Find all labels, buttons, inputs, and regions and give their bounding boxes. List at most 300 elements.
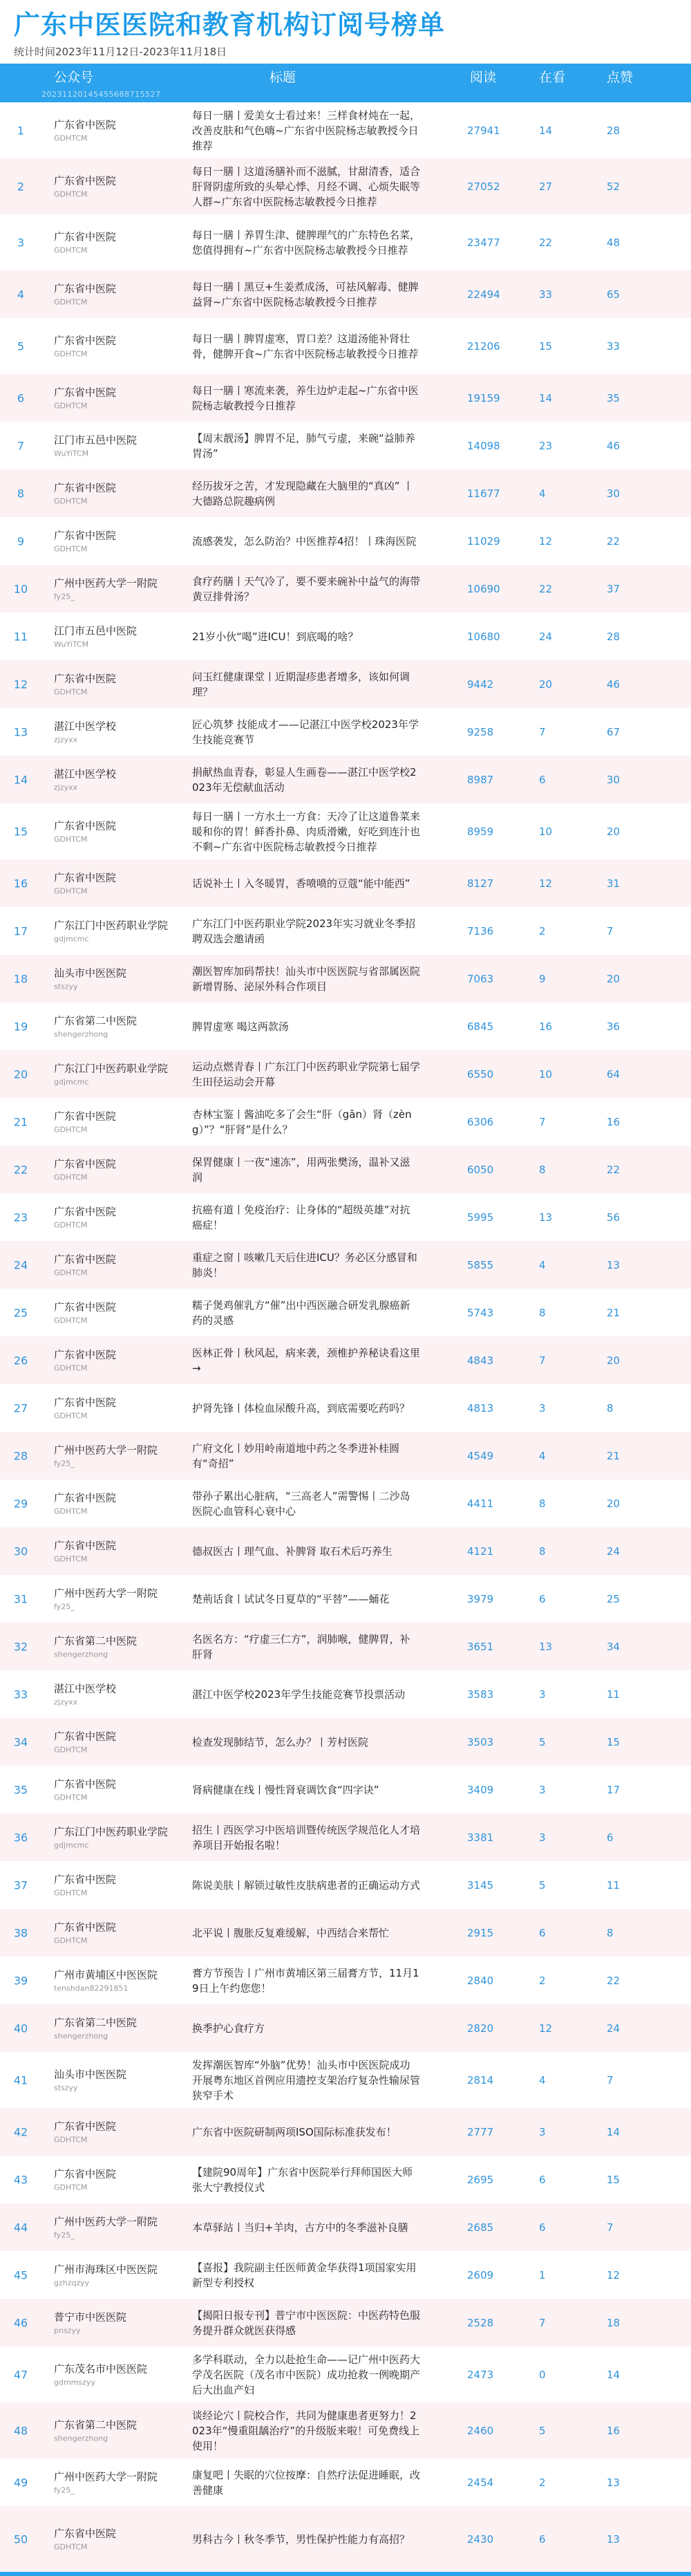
account-name: 广东茂名市中医医院 [54, 2362, 148, 2375]
account-id: GDHTCM [54, 886, 88, 895]
look-count: 5 [539, 2424, 546, 2437]
article-title-link[interactable]: 德叔医古丨理气血、补脾肾 取石术后巧养生 [192, 1544, 392, 1558]
article-title-link[interactable]: 康复吧丨失眠的穴位按摩：自然疗法促进睡眠，改善健康 [192, 2468, 421, 2496]
account-cell [54, 1586, 192, 1612]
account-id: GDHTCM [54, 1316, 88, 1325]
account-cell [54, 1157, 192, 1182]
article-title-link[interactable]: 匠心筑梦 技能成才——记湛江中医学校2023年学生技能竞赛节 [192, 718, 419, 746]
article-title-link[interactable]: 广府文化丨妙用岭南道地中药之冬季进补桂圆有“奇招” [192, 1441, 400, 1470]
look-count: 33 [539, 288, 553, 301]
rank-number: 17 [13, 924, 28, 937]
look-count: 15 [539, 339, 553, 353]
table-row[interactable] [0, 1480, 691, 1527]
account-cell [54, 2310, 192, 2335]
account-name: 广东省第二中医院 [54, 2418, 138, 2431]
look-count: 7 [539, 725, 546, 738]
article-title-link[interactable]: 谈经论穴丨院校合作，共同为健康患者更努力！2023年“慢重阻龋治疗”的升级版来啦！可免费线上使用！ [192, 2409, 420, 2452]
account-cell [54, 1300, 192, 1325]
table-row[interactable] [0, 1623, 691, 1670]
table-row[interactable] [0, 2458, 691, 2506]
rank-number: 20 [13, 1067, 28, 1081]
account-name: 普宁市中医医院 [54, 2311, 127, 2323]
table-row[interactable] [0, 1766, 691, 1813]
article-title-link[interactable]: 发挥潮医智库“外脑”优势！汕头市中医医院成功开展粤东地区首例应用遗控支架治疗复杂性输尿管狭窄手术 [192, 2058, 421, 2102]
like-count: 20 [607, 1497, 621, 1510]
account-name: 广东省第二中医院 [54, 2016, 138, 2028]
account-id: GDHTCM [54, 1554, 88, 1563]
table-row[interactable] [0, 517, 691, 565]
rank-number: 32 [13, 1640, 28, 1653]
look-count: 8 [539, 1306, 546, 1319]
like-count: 11 [607, 1878, 621, 1892]
like-count: 56 [607, 1211, 621, 1224]
table-row[interactable] [0, 565, 691, 613]
table-row[interactable] [0, 1193, 691, 1241]
account-id: stszyy [54, 2083, 78, 2092]
rank-number: 30 [13, 1544, 28, 1558]
footer-bar [0, 2572, 691, 2576]
read-count: 23477 [467, 236, 500, 249]
table-row[interactable] [0, 1432, 691, 1480]
account-id: shengerzhong [54, 1029, 108, 1038]
rank-number: 39 [13, 1974, 28, 1987]
like-count: 20 [607, 1354, 621, 1367]
table-row[interactable] [0, 102, 691, 158]
rank-number: 6 [17, 391, 25, 404]
read-count: 14098 [467, 439, 500, 452]
rank-number: 13 [13, 725, 28, 738]
like-count: 35 [607, 391, 621, 404]
read-count: 2915 [467, 1926, 494, 1939]
article-title-link[interactable]: 保胃健康丨一夜“速冻”，用两张樊汤，温补又滋润 [192, 1155, 410, 1184]
account-name: 广东江门中医药职业学院 [54, 1825, 169, 1838]
table-row[interactable] [0, 1098, 691, 1146]
table-row[interactable] [0, 660, 691, 708]
account-name: 江门市五邑中医院 [54, 624, 138, 637]
like-count: 37 [607, 582, 621, 595]
article-title-link[interactable]: 每日一膳丨脾胃虚寒，胃口差？这道汤能补肾壮骨，健脾开食~广东省中医院杨志敏教授今日推荐 [192, 332, 419, 360]
look-count: 22 [539, 236, 553, 249]
account-id: GDHTCM [54, 544, 88, 553]
like-count: 13 [607, 1258, 621, 1271]
account-id: fy25_ [54, 2485, 75, 2494]
article-title-link[interactable]: 广东省中医院研制两项ISO国际标准获发布！ [192, 2125, 397, 2138]
look-count: 4 [539, 487, 546, 500]
like-count: 16 [607, 2424, 621, 2437]
table-row[interactable] [0, 318, 691, 374]
look-count: 4 [539, 2073, 546, 2087]
like-count: 24 [607, 1544, 621, 1558]
read-count: 3979 [467, 1592, 494, 1605]
account-name: 汕头市中医医院 [54, 2068, 127, 2080]
article-title-link[interactable]: 陈说美肤丨解锁过敏性皮肤病患者的正确运动方式 [192, 1878, 421, 1892]
account-name: 广州市黄埔区中医医院 [54, 1968, 158, 1981]
table-row[interactable] [0, 2108, 691, 2156]
read-count: 2454 [467, 2476, 494, 2489]
account-name: 湛江中医学校 [54, 720, 117, 732]
rank-number: 47 [13, 2368, 28, 2381]
read-count: 8959 [467, 825, 494, 838]
account-cell [54, 333, 192, 359]
look-count: 3 [539, 1401, 546, 1415]
look-count: 8 [539, 1497, 546, 1510]
article-title-link[interactable]: 抗癌有道丨免疫治疗：让身体的“超级英雄”对抗癌症！ [192, 1203, 410, 1231]
account-cell [54, 1729, 192, 1755]
like-count: 20 [607, 825, 621, 838]
account-id: GDHTCM [54, 1506, 88, 1515]
account-name: 广东省中医院 [54, 819, 117, 832]
rank-number: 49 [13, 2476, 28, 2489]
table-row[interactable] [0, 1336, 691, 1384]
look-count: 22 [539, 582, 553, 595]
look-count: 10 [539, 825, 553, 838]
article-title-link[interactable]: 【揭阳日报专刊】普宁市中医医院：中医药特色服务提升群众就医获得感 [192, 2308, 421, 2337]
look-count: 0 [539, 2368, 546, 2381]
look-count: 6 [539, 2532, 546, 2546]
look-count: 4 [539, 1449, 546, 1462]
like-count: 18 [607, 2316, 621, 2329]
rank-number: 5 [17, 339, 25, 353]
account-id: GDHTCM [54, 1220, 88, 1229]
table-row[interactable] [0, 2251, 691, 2299]
account-id: GDHTCM [54, 1268, 88, 1277]
read-count: 7136 [467, 924, 494, 937]
look-count: 12 [539, 877, 553, 890]
look-count: 2 [539, 924, 546, 937]
account-name: 广东省中医院 [54, 1730, 117, 1742]
read-count: 4843 [467, 1354, 494, 1367]
table-row[interactable] [0, 1575, 691, 1623]
table-row[interactable] [0, 1289, 691, 1336]
like-count: 15 [607, 2173, 621, 2186]
like-count: 14 [607, 2125, 621, 2138]
like-count: 65 [607, 288, 621, 301]
rank-number: 9 [17, 534, 25, 548]
account-cell [54, 1109, 192, 1135]
article-title-link[interactable]: 捐献热血青春，彰显人生画卷——湛江中医学校2023年无偿献血活动 [192, 765, 417, 794]
account-id: gzhzqzyy [54, 2278, 90, 2287]
account-cell [54, 1014, 192, 1039]
table-row[interactable] [0, 859, 691, 907]
article-title-link[interactable]: 21岁小伙“喝”进ICU！到底喝的啥？ [192, 630, 359, 643]
account-name: 汕头市中医医院 [54, 967, 127, 979]
account-id: GDHTCM [54, 1125, 88, 1134]
read-count: 2430 [467, 2532, 494, 2546]
article-title-link[interactable]: 湛江中医学校2023年学生技能竞赛节投票活动 [192, 1688, 406, 1701]
article-title-link[interactable]: 检查发现肺结节，怎么办？丨芳村医院 [192, 1735, 369, 1748]
account-name: 广东省中医院 [54, 871, 117, 884]
article-title-link[interactable]: 名医名方：“疗虚三仁方”，润肺喉，健脾胃，补肝肾 [192, 1632, 410, 1661]
table-row[interactable] [0, 1241, 691, 1289]
account-cell [54, 767, 192, 792]
rank-number: 33 [13, 1688, 28, 1701]
table-row[interactable] [0, 214, 691, 270]
look-count: 5 [539, 1878, 546, 1892]
rank-number: 23 [13, 1211, 28, 1224]
account-id: GDHTCM [54, 1793, 88, 1802]
table-row[interactable] [0, 756, 691, 803]
account-cell [54, 819, 192, 844]
article-title-link[interactable]: 男科古今丨秋冬季节，男性保护性能力有高招？ [192, 2532, 410, 2546]
look-count: 8 [539, 1163, 546, 1176]
account-id: shengerzhong [54, 1650, 108, 1659]
look-count: 6 [539, 2173, 546, 2186]
article-title-link[interactable]: 杏林宝鉴丨酱油吃多了会生“肝（gān）肾（zèng）”？“肝肾”是什么？ [192, 1108, 412, 1136]
rank-number: 14 [13, 773, 28, 786]
table-row[interactable] [0, 2506, 691, 2572]
ranking-table-body [0, 102, 691, 2572]
article-title-link[interactable]: 【喜报】我院副主任医师黄金华获得1项国家实用新型专利授权 [192, 2261, 417, 2289]
article-title-link[interactable]: 每日一膳丨一方水土一方食：天冷了让这道鲁菜来暖和你的胃！鲜香扑鼻、肉质滑嫩，好吃到连汁也不剩~广东省中医院杨志敏教授今日推荐 [192, 810, 421, 853]
like-count: 13 [607, 2476, 621, 2489]
account-name: 广东江门中医药职业学院 [54, 1062, 169, 1074]
like-count: 28 [607, 630, 621, 643]
article-title-link[interactable]: 每日一膳丨养胃生津、健脾理气的广东特色名菜，您值得拥有~广东省中医院杨志敏教授今日推荐 [192, 228, 421, 256]
table-row[interactable] [0, 1002, 691, 1050]
read-count: 2695 [467, 2173, 494, 2186]
table-row[interactable] [0, 1146, 691, 1193]
like-count: 31 [607, 877, 621, 890]
read-count: 2473 [467, 2368, 494, 2381]
article-title-link[interactable]: 经历拔牙之苦，才发现隐藏在大脑里的“真凶” 丨大德路总院趣病例 [192, 479, 414, 507]
article-title-link[interactable]: 广东江门中医药职业学院2023年实习就业冬季招聘双选会邀请函 [192, 917, 416, 945]
like-count: 30 [607, 487, 621, 500]
rank-number: 40 [13, 2022, 28, 2035]
look-count: 16 [539, 1020, 553, 1033]
table-row[interactable] [0, 1050, 691, 1098]
account-id: gdjmcmc [54, 1077, 89, 1086]
article-title-link[interactable]: 运动点燃青春丨广东江门中医药职业学院第七届学生田径运动会开幕 [192, 1060, 421, 1088]
table-row[interactable] [0, 2346, 691, 2402]
article-title-link[interactable]: 食疗药膳丨天气冷了，要不要来碗补中益气的海带黄豆排骨汤？ [192, 575, 421, 603]
account-cell [54, 118, 192, 143]
article-title-link[interactable]: 每日一膳丨黑豆+生姜煮成汤，可祛风解毒、健脾益肾~广东省中医院杨志敏教授今日推荐 [192, 280, 419, 308]
read-count: 4121 [467, 1544, 494, 1558]
table-row[interactable] [0, 1670, 691, 1718]
article-title-link[interactable]: 本草驿站丨当归+羊肉，古方中的冬季滋补良膳 [192, 2221, 408, 2234]
account-id: GDHTCM [54, 1888, 88, 1897]
table-row[interactable] [0, 2402, 691, 2458]
table-row[interactable] [0, 2203, 691, 2251]
col-header-like: 点赞 [607, 70, 634, 85]
table-row[interactable] [0, 422, 691, 469]
like-count: 46 [607, 678, 621, 691]
article-title-link[interactable]: 护肾先锋丨体检血尿酸升高，到底需要吃药吗？ [192, 1401, 410, 1415]
account-name: 广州中医药大学一附院 [54, 577, 158, 589]
table-row[interactable] [0, 1527, 691, 1575]
like-count: 15 [607, 1735, 621, 1748]
rank-number: 31 [13, 1592, 28, 1605]
rank-number: 1 [17, 124, 25, 137]
table-row[interactable] [0, 374, 691, 422]
rank-number: 44 [13, 2221, 28, 2234]
table-row[interactable] [0, 1813, 691, 1861]
article-title-link[interactable]: 【周末靓汤】脾胃不足，肺气亏虚，来碗“益肺养胃汤” [192, 431, 415, 460]
page-title: 广东中医医院和教育机构订阅号榜单 [14, 10, 446, 40]
table-row[interactable] [0, 1718, 691, 1766]
account-name: 广州中医药大学一附院 [54, 2470, 158, 2483]
table-row[interactable] [0, 2004, 691, 2052]
account-name: 广东省中医院 [54, 2527, 117, 2539]
read-count: 4549 [467, 1449, 494, 1462]
look-count: 8 [539, 1544, 546, 1558]
account-cell [54, 1777, 192, 1802]
rank-number: 3 [17, 236, 25, 249]
account-name: 广东省中医院 [54, 1205, 117, 1217]
account-id: fy25_ [54, 1602, 75, 1611]
rank-number: 7 [17, 439, 25, 452]
look-count: 2 [539, 2476, 546, 2489]
table-row[interactable] [0, 708, 691, 756]
account-cell [54, 624, 192, 649]
account-name: 湛江中医学校 [54, 767, 117, 780]
account-cell [54, 528, 192, 554]
table-row[interactable] [0, 1957, 691, 2004]
table-row[interactable] [0, 270, 691, 318]
account-name: 广东省第二中医院 [54, 1014, 138, 1027]
article-title-link[interactable]: 北平说丨腹胀反复难缓解，中西结合来帮忙 [192, 1926, 390, 1939]
account-id: GDHTCM [54, 189, 88, 198]
like-count: 11 [607, 1688, 621, 1701]
article-title-link[interactable]: 每日一膳丨寒流来袭，养生边炉走起~广东省中医院杨志敏教授今日推荐 [192, 384, 419, 412]
rank-number: 10 [13, 582, 28, 595]
article-title-link[interactable]: 话说补土丨入冬暖胃，香喷喷的豆蔻“能中能西” [192, 877, 410, 890]
look-count: 5 [539, 1735, 546, 1748]
account-cell [54, 1634, 192, 1659]
account-cell [54, 2470, 192, 2495]
account-id: pnszyy [54, 2326, 81, 2335]
table-row[interactable] [0, 2156, 691, 2203]
article-title-link[interactable]: 带孙子累出心脏病，“三高老人”需警惕丨二沙岛医院心血管科心衰中心 [192, 1489, 410, 1518]
article-title-link[interactable]: 换季护心食疗方 [192, 2022, 265, 2035]
account-cell [54, 2262, 192, 2288]
account-name: 广东省第二中医院 [54, 1634, 138, 1647]
read-count: 8127 [467, 877, 494, 890]
table-row[interactable] [0, 955, 691, 1002]
article-title-link[interactable]: 膏方节预告丨广州市黄埔区第三届膏方节，11月19日上午约您您！ [192, 1966, 419, 1995]
account-name: 广东省中医院 [54, 1157, 117, 1170]
rank-number: 29 [13, 1497, 28, 1510]
look-count: 24 [539, 630, 553, 643]
account-name: 湛江中医学校 [54, 1682, 117, 1695]
account-cell [54, 1347, 192, 1373]
account-name: 广州中医药大学一附院 [54, 1444, 158, 1456]
table-row[interactable] [0, 2052, 691, 2108]
account-id: GDHTCM [54, 1936, 88, 1945]
article-title-link[interactable]: 【建院90周年】广东省中医院举行拜师国医大师张大宁教授仪式 [192, 2165, 413, 2194]
read-count: 5855 [467, 1258, 494, 1271]
look-count: 6 [539, 1592, 546, 1605]
article-title-link[interactable]: 重症之窗丨咳嗽几天后住进ICU？务必区分感冒和肺炎！ [192, 1251, 417, 1279]
like-count: 7 [607, 2221, 614, 2234]
table-row[interactable] [0, 907, 691, 955]
article-title-link[interactable]: 流感袭发，怎么防治？中医推荐4招！丨珠海医院 [192, 534, 417, 548]
rank-number: 46 [13, 2316, 28, 2329]
table-row[interactable] [0, 2299, 691, 2346]
rank-number: 45 [13, 2268, 28, 2281]
account-name: 广东省中医院 [54, 1300, 117, 1313]
article-title-link[interactable]: 多学科联动，全力以赴抢生命——记广州中医药大学茂名医院（茂名市中医院）成功抢救一例晚期产后大出血产妇 [192, 2353, 421, 2396]
like-count: 8 [607, 1401, 614, 1415]
account-name: 广东省中医院 [54, 1253, 117, 1265]
article-title-link[interactable]: 招生丨西医学习中医培训暨传统医学规范化人才培养项目开始报名啦！ [192, 1823, 421, 1851]
table-row[interactable] [0, 1384, 691, 1432]
read-count: 3651 [467, 1640, 494, 1653]
read-count: 27941 [467, 124, 500, 137]
account-cell [54, 2526, 192, 2552]
account-id: zjzyxx [54, 783, 78, 792]
table-row[interactable] [0, 158, 691, 214]
article-title-link[interactable]: 脾胃虚寒 喝这两款汤 [192, 1020, 289, 1033]
read-count: 3503 [467, 1735, 494, 1748]
rank-number: 34 [13, 1735, 28, 1748]
account-name: 广东省中医院 [54, 1539, 117, 1551]
article-title-link[interactable]: 每日一膳丨爱美女士看过来！三样食材炖在一起，改善皮肤和气色嗨~广东省中医院杨志敏教授今日推荐 [192, 109, 421, 152]
article-title-link[interactable]: 问玉红健康课堂丨近期湿疹患者增多，该如何调理？ [192, 670, 410, 698]
table-row[interactable] [0, 1861, 691, 1909]
account-name: 广州中医药大学一附院 [54, 2215, 158, 2228]
article-title-link[interactable]: 楚荊话食丨试试冬日夏草的“平替”——蛹花 [192, 1592, 390, 1605]
account-id: GDHTCM [54, 2183, 88, 2192]
table-row[interactable] [0, 803, 691, 859]
account-id: tenshdan82291851 [54, 1984, 129, 1992]
look-count: 6 [539, 2221, 546, 2234]
table-row[interactable] [0, 1909, 691, 1957]
look-count: 2 [539, 1974, 546, 1987]
table-row[interactable] [0, 613, 691, 660]
account-id: zjzyxx [54, 1697, 78, 1706]
look-count: 20 [539, 678, 553, 691]
account-id: shengerzhong [54, 2031, 108, 2040]
account-cell [54, 671, 192, 697]
look-count: 3 [539, 1688, 546, 1701]
read-count: 3409 [467, 1783, 494, 1796]
look-count: 4 [539, 1258, 546, 1271]
account-name: 广东省中医院 [54, 672, 117, 684]
article-title-link[interactable]: 每日一膳丨这道汤膳补而不滋腻，甘甜清香，适合肝肾阴虚所致的头晕心悸、月经不调、心烦失眠等人群~广东省中医院杨志敏教授今日推荐 [192, 165, 421, 208]
account-name: 广东省中医院 [54, 1873, 117, 1885]
look-count: 12 [539, 2022, 553, 2035]
rank-number: 4 [17, 288, 25, 301]
read-count: 2840 [467, 1974, 494, 1987]
account-id: GDHTCM [54, 496, 88, 505]
table-row[interactable] [0, 469, 691, 517]
account-name: 广东省中医院 [54, 1921, 117, 1933]
account-name: 江门市五邑中医院 [54, 433, 138, 446]
look-count: 3 [539, 1783, 546, 1796]
article-title-link[interactable]: 肾病健康在线丨慢性肾衰调饮食“四字诀” [192, 1783, 379, 1796]
like-count: 7 [607, 924, 614, 937]
article-title-link[interactable]: 医林正骨丨秋风起，病来袭，颈椎护养秘诀看这里→ [192, 1346, 421, 1374]
look-count: 7 [539, 1354, 546, 1367]
col-header-read: 阅读 [470, 70, 497, 85]
article-title-link[interactable]: 潮医智库加码帮扶！汕头市中医医院与省部属医院新增胃肠、泌尿外科合作项目 [192, 964, 421, 993]
look-count: 3 [539, 2125, 546, 2138]
account-cell [54, 1395, 192, 1421]
rank-number: 38 [13, 1926, 28, 1939]
account-name: 广东省中医院 [54, 2120, 117, 2132]
account-cell [54, 1204, 192, 1230]
rank-number: 26 [13, 1354, 28, 1367]
rank-number: 43 [13, 2173, 28, 2186]
rank-number: 15 [13, 825, 28, 838]
read-count: 10680 [467, 630, 500, 643]
article-title-link[interactable]: 糯子煲鸡催乳方“催”出中西医融合研发乳腺癌新药的灵感 [192, 1298, 410, 1327]
like-count: 8 [607, 1926, 614, 1939]
read-count: 11677 [467, 487, 500, 500]
read-count: 5995 [467, 1211, 494, 1224]
account-cell [54, 870, 192, 896]
